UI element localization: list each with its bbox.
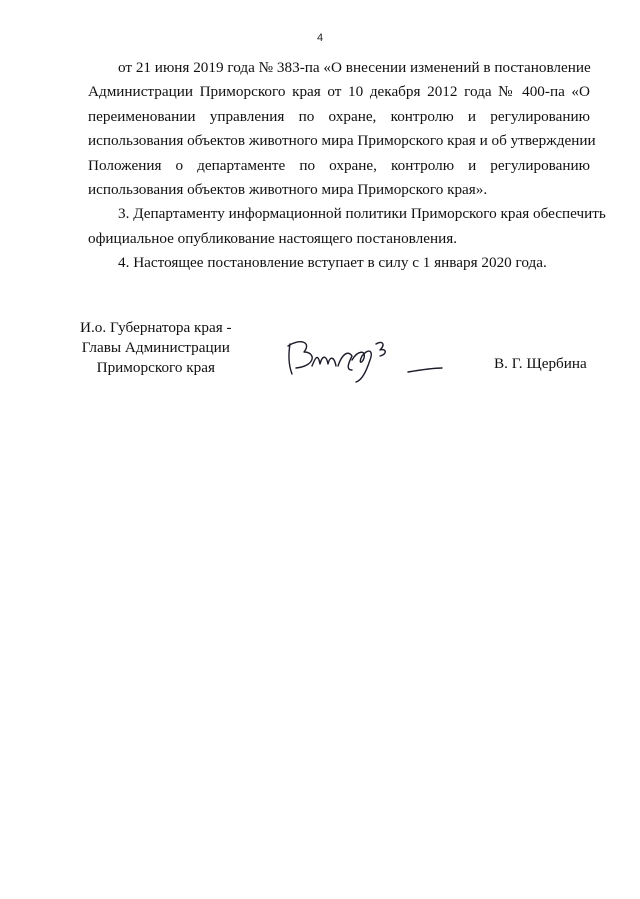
document-body <box>88 56 606 276</box>
signatory-title-line: Главы Администрации <box>81 339 230 356</box>
text-line: 4. Настоящее постановление вступает в силу с 1 января 2020 года. <box>118 254 547 272</box>
text-line: использования объектов животного мира Приморского края и об утверждении <box>88 132 596 150</box>
text-line: Положения о департаменте по охране, контролю и регулированию <box>88 156 590 174</box>
signatory-title <box>80 318 232 378</box>
paragraph-amendment-reference <box>88 56 596 202</box>
handwritten-signature <box>282 326 448 386</box>
text-line: официальное опубликование настоящего постановления. <box>88 229 457 247</box>
signer-name: В. Г. Щербина <box>494 355 587 372</box>
text-line: использования объектов животного мира Приморского края». <box>88 181 488 199</box>
page-number: 4 <box>316 32 324 44</box>
text-line: переименовании управления по охране, контролю и регулированию <box>88 107 590 125</box>
paragraph-4-effective-date <box>88 251 590 275</box>
paragraph-3-publication <box>88 202 606 251</box>
text-line: от 21 июня 2019 года № 383-па «О внесении изменений в постановление <box>118 59 591 76</box>
signatory-title-line: И.о. Губернатора края - <box>80 319 232 336</box>
text-line: 3. Департаменту информационной политики Приморского края обеспечить <box>118 205 606 223</box>
text-line: Администрации Приморского края от 10 декабря 2012 года № 400-па «О <box>88 83 590 101</box>
signatory-title-line: Приморского края <box>96 359 215 376</box>
